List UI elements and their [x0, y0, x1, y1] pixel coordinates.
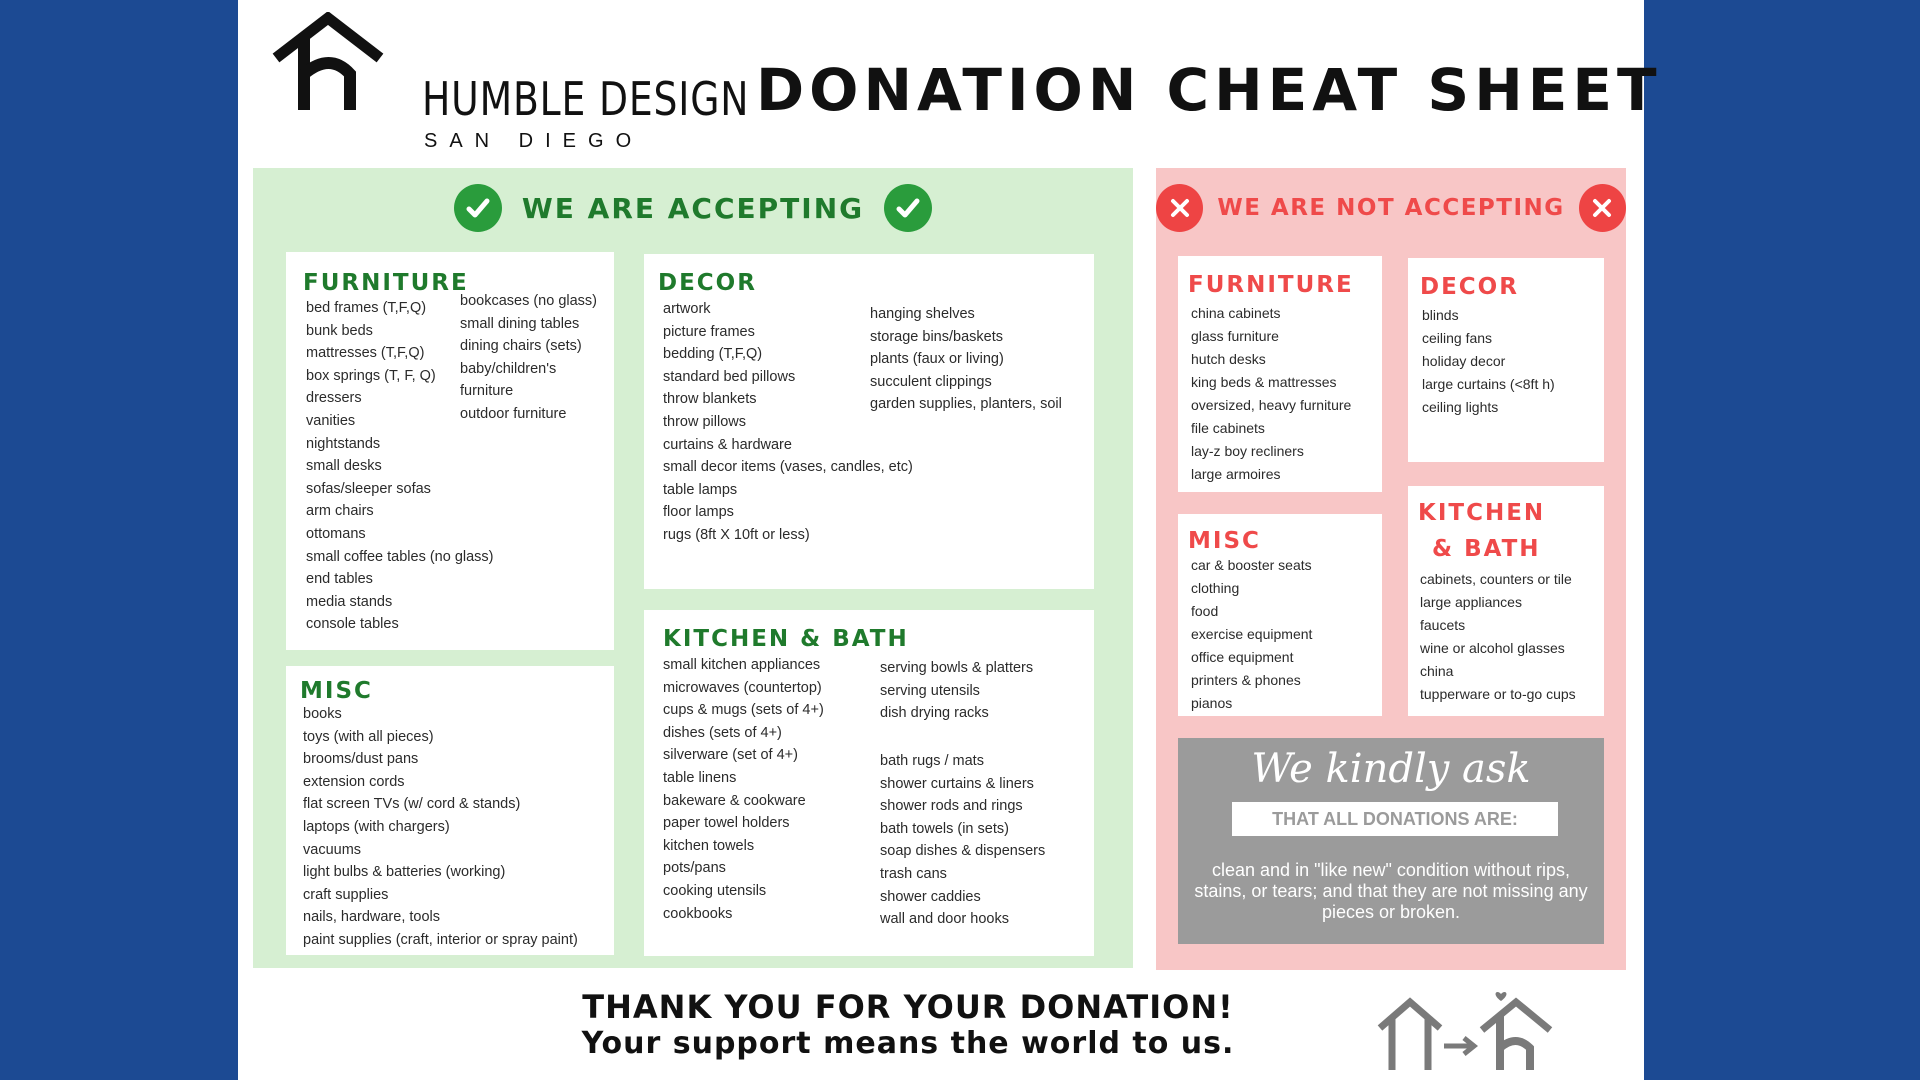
card-title: MISC: [1188, 528, 1261, 554]
list-item: dining chairs (sets): [460, 338, 582, 355]
list-item: flat screen TVs (w/ cord & stands): [303, 796, 521, 813]
list-item: bookcases (no glass): [460, 293, 598, 309]
card-title: FURNITURE: [303, 270, 469, 296]
card-title: MISC: [300, 678, 373, 704]
list-item: cups & mugs (sets of 4+): [663, 702, 824, 719]
list-item: silverware (set of 4+): [663, 747, 798, 764]
humble-design-logo: [272, 12, 750, 152]
list-item: toys (with all pieces): [303, 728, 434, 745]
check-icon: [454, 184, 502, 232]
accepting-heading-text: WE ARE ACCEPTING: [521, 191, 865, 225]
list-item: artwork: [663, 301, 711, 317]
list-item: craft supplies: [303, 886, 389, 903]
list-item: small decor items (vases, candles, etc): [663, 459, 913, 476]
card-title: KITCHEN: [1418, 500, 1546, 526]
list-item: soap dishes & dispensers: [880, 843, 1046, 860]
list-item: large curtains (<8ft h): [1422, 376, 1555, 392]
list-item: file cabinets: [1191, 420, 1265, 436]
check-icon: [884, 184, 932, 232]
list-item: sofas/sleeper sofas: [306, 480, 431, 497]
list-item: bakeware & cookware: [663, 792, 806, 809]
list-item: storage bins/baskets: [870, 328, 1003, 345]
list-item: lay-z boy recliners: [1191, 443, 1304, 459]
item-list: [1191, 554, 1312, 715]
item-list: [1420, 568, 1576, 706]
item-list: [1191, 302, 1351, 486]
item-list: [880, 750, 1045, 931]
list-item: plants (faux or living): [870, 351, 1004, 368]
list-item: bunk beds: [306, 322, 373, 339]
list-item: books: [303, 706, 342, 722]
list-item: box springs (T, F, Q): [306, 367, 436, 384]
reject-furniture-card: [1178, 256, 1382, 492]
list-item: paint supplies (craft, interior or spray paint): [303, 931, 578, 948]
list-item: vanities: [306, 412, 356, 429]
reject-kitchen-card: [1408, 486, 1604, 716]
accepting-panel: [253, 168, 1133, 968]
item-list: [880, 657, 1033, 725]
list-item: ottomans: [306, 525, 366, 542]
list-item: dressers: [306, 390, 362, 407]
list-item: large armoires: [1191, 466, 1281, 482]
support-line: Your support means the world to us.: [581, 1026, 1235, 1061]
list-item: ceiling lights: [1422, 399, 1499, 415]
list-item: clothing: [1191, 580, 1240, 596]
not-accepting-panel: [1156, 168, 1626, 970]
list-item: wall and door hooks: [880, 911, 1009, 928]
list-item: large appliances: [1420, 594, 1522, 610]
list-item: serving bowls & platters: [880, 660, 1034, 676]
list-item: wine or alcohol glasses: [1420, 640, 1565, 656]
list-item: arm chairs: [306, 503, 374, 520]
list-item: trash cans: [880, 865, 947, 882]
list-item: exercise equipment: [1191, 626, 1313, 642]
list-item: oversized, heavy furniture: [1191, 397, 1352, 413]
accepting-heading: [253, 180, 1133, 236]
list-item: hutch desks: [1191, 351, 1266, 367]
list-item: bedding (T,F,Q): [663, 346, 763, 363]
list-item: succulent clippings: [870, 373, 992, 390]
list-item: kitchen towels: [663, 837, 755, 854]
reject-decor-card: [1408, 258, 1604, 462]
thank-you-line: THANK YOU FOR YOUR DONATION!: [582, 988, 1234, 1026]
list-item: brooms/dust pans: [303, 751, 419, 768]
card-title: DECOR: [1420, 274, 1519, 300]
kindly-ask-script: We kindly ask: [1251, 746, 1531, 792]
accept-kitchen-card: [644, 610, 1094, 956]
accept-decor-card: [644, 254, 1094, 589]
list-item: printers & phones: [1191, 672, 1301, 688]
x-icon: [1156, 184, 1203, 232]
list-item: dish drying racks: [880, 705, 989, 722]
list-item: shower caddies: [880, 888, 981, 905]
donation-cheat-sheet: [238, 0, 1662, 1080]
card-title: KITCHEN & BATH: [663, 626, 909, 652]
list-item: china: [1420, 663, 1454, 679]
kindly-ask-body: clean and in "like new" condition without rips, stains, or tears; and that they are not missing any pieces or broken.: [1194, 860, 1588, 922]
not-accepting-heading: [1156, 180, 1626, 236]
list-item: faucets: [1420, 617, 1466, 633]
item-list: [870, 303, 1062, 416]
list-item: glass furniture: [1191, 328, 1279, 344]
list-item: pots/pans: [663, 860, 726, 877]
list-item: hanging shelves: [870, 306, 975, 322]
kindly-ask-subtitle: THAT ALL DONATIONS ARE:: [1232, 802, 1558, 836]
list-item: food: [1191, 603, 1219, 619]
list-item: picture frames: [663, 323, 755, 340]
list-item: nails, hardware, tools: [303, 909, 441, 926]
list-item: light bulbs & batteries (working): [303, 864, 506, 881]
list-item: shower rods and rings: [880, 798, 1023, 815]
card-title: DECOR: [658, 270, 757, 296]
list-item: media stands: [306, 593, 393, 610]
list-item: console tables: [306, 616, 399, 633]
list-item: office equipment: [1191, 649, 1294, 665]
item-list: [663, 654, 824, 925]
list-item: bath towels (in sets): [880, 820, 1009, 837]
list-item: car & booster seats: [1191, 557, 1312, 573]
list-item: cooking utensils: [663, 882, 767, 899]
reject-misc-card: [1178, 514, 1382, 716]
list-item: nightstands: [306, 435, 381, 452]
x-icon: [1579, 184, 1626, 232]
not-accepting-heading-text: WE ARE NOT ACCEPTING: [1217, 195, 1565, 221]
item-list: [1422, 304, 1555, 419]
item-list: [303, 703, 578, 952]
list-item: garden supplies, planters, soil: [870, 396, 1062, 413]
list-item: laptops (with chargers): [303, 818, 450, 835]
list-item: tupperware or to-go cups: [1420, 686, 1576, 702]
card-title: FURNITURE: [1188, 272, 1354, 298]
house-logo-icon: [272, 12, 392, 112]
list-item: china cabinets: [1191, 305, 1281, 321]
list-item: small coffee tables (no glass): [306, 548, 494, 565]
house-to-home-icon: [1376, 990, 1556, 1072]
list-item: standard bed pillows: [663, 368, 796, 385]
list-item: mattresses (T,F,Q): [306, 345, 425, 362]
list-item: extension cords: [303, 773, 405, 790]
list-item: floor lamps: [663, 504, 734, 521]
list-item: outdoor furniture: [460, 405, 567, 422]
list-item: throw pillows: [663, 413, 746, 430]
list-item: end tables: [306, 571, 373, 588]
list-item: table linens: [663, 769, 737, 786]
list-item: serving utensils: [880, 682, 980, 699]
list-item: curtains & hardware: [663, 436, 792, 453]
item-list: [460, 290, 597, 426]
card-title: & BATH: [1432, 536, 1541, 562]
list-item: small desks: [306, 458, 382, 475]
list-item: microwaves (countertop): [663, 679, 822, 696]
list-item: small dining tables: [460, 315, 580, 332]
page-title: DONATION CHEAT SHEET: [756, 56, 1662, 124]
logo-name: HUMBLE DESIGN: [422, 72, 750, 126]
list-item: furniture: [460, 383, 514, 400]
accept-furniture-card: [286, 252, 614, 650]
list-item: holiday decor: [1422, 353, 1506, 369]
list-item: vacuums: [303, 841, 362, 858]
list-item: cabinets, counters or tile: [1420, 571, 1572, 587]
list-item: bath rugs / mats: [880, 753, 984, 769]
list-item: baby/children's: [460, 360, 557, 377]
list-item: pianos: [1191, 695, 1233, 711]
list-item: shower curtains & liners: [880, 775, 1034, 792]
list-item: blinds: [1422, 307, 1459, 323]
list-item: paper towel holders: [663, 815, 790, 832]
thank-you-message: [538, 988, 1278, 1062]
kindly-ask-box: [1178, 738, 1604, 944]
list-item: cookbooks: [663, 905, 733, 922]
list-item: dishes (sets of 4+): [663, 724, 782, 741]
logo-city: SAN DIEGO: [424, 130, 644, 152]
list-item: table lamps: [663, 481, 738, 498]
list-item: rugs (8ft X 10ft or less): [663, 526, 810, 543]
list-item: ceiling fans: [1422, 330, 1493, 346]
accept-misc-card: [286, 666, 614, 955]
list-item: king beds & mattresses: [1191, 374, 1337, 390]
list-item: bed frames (T,F,Q): [306, 300, 427, 316]
list-item: throw blankets: [663, 391, 757, 408]
list-item: small kitchen appliances: [663, 657, 821, 673]
